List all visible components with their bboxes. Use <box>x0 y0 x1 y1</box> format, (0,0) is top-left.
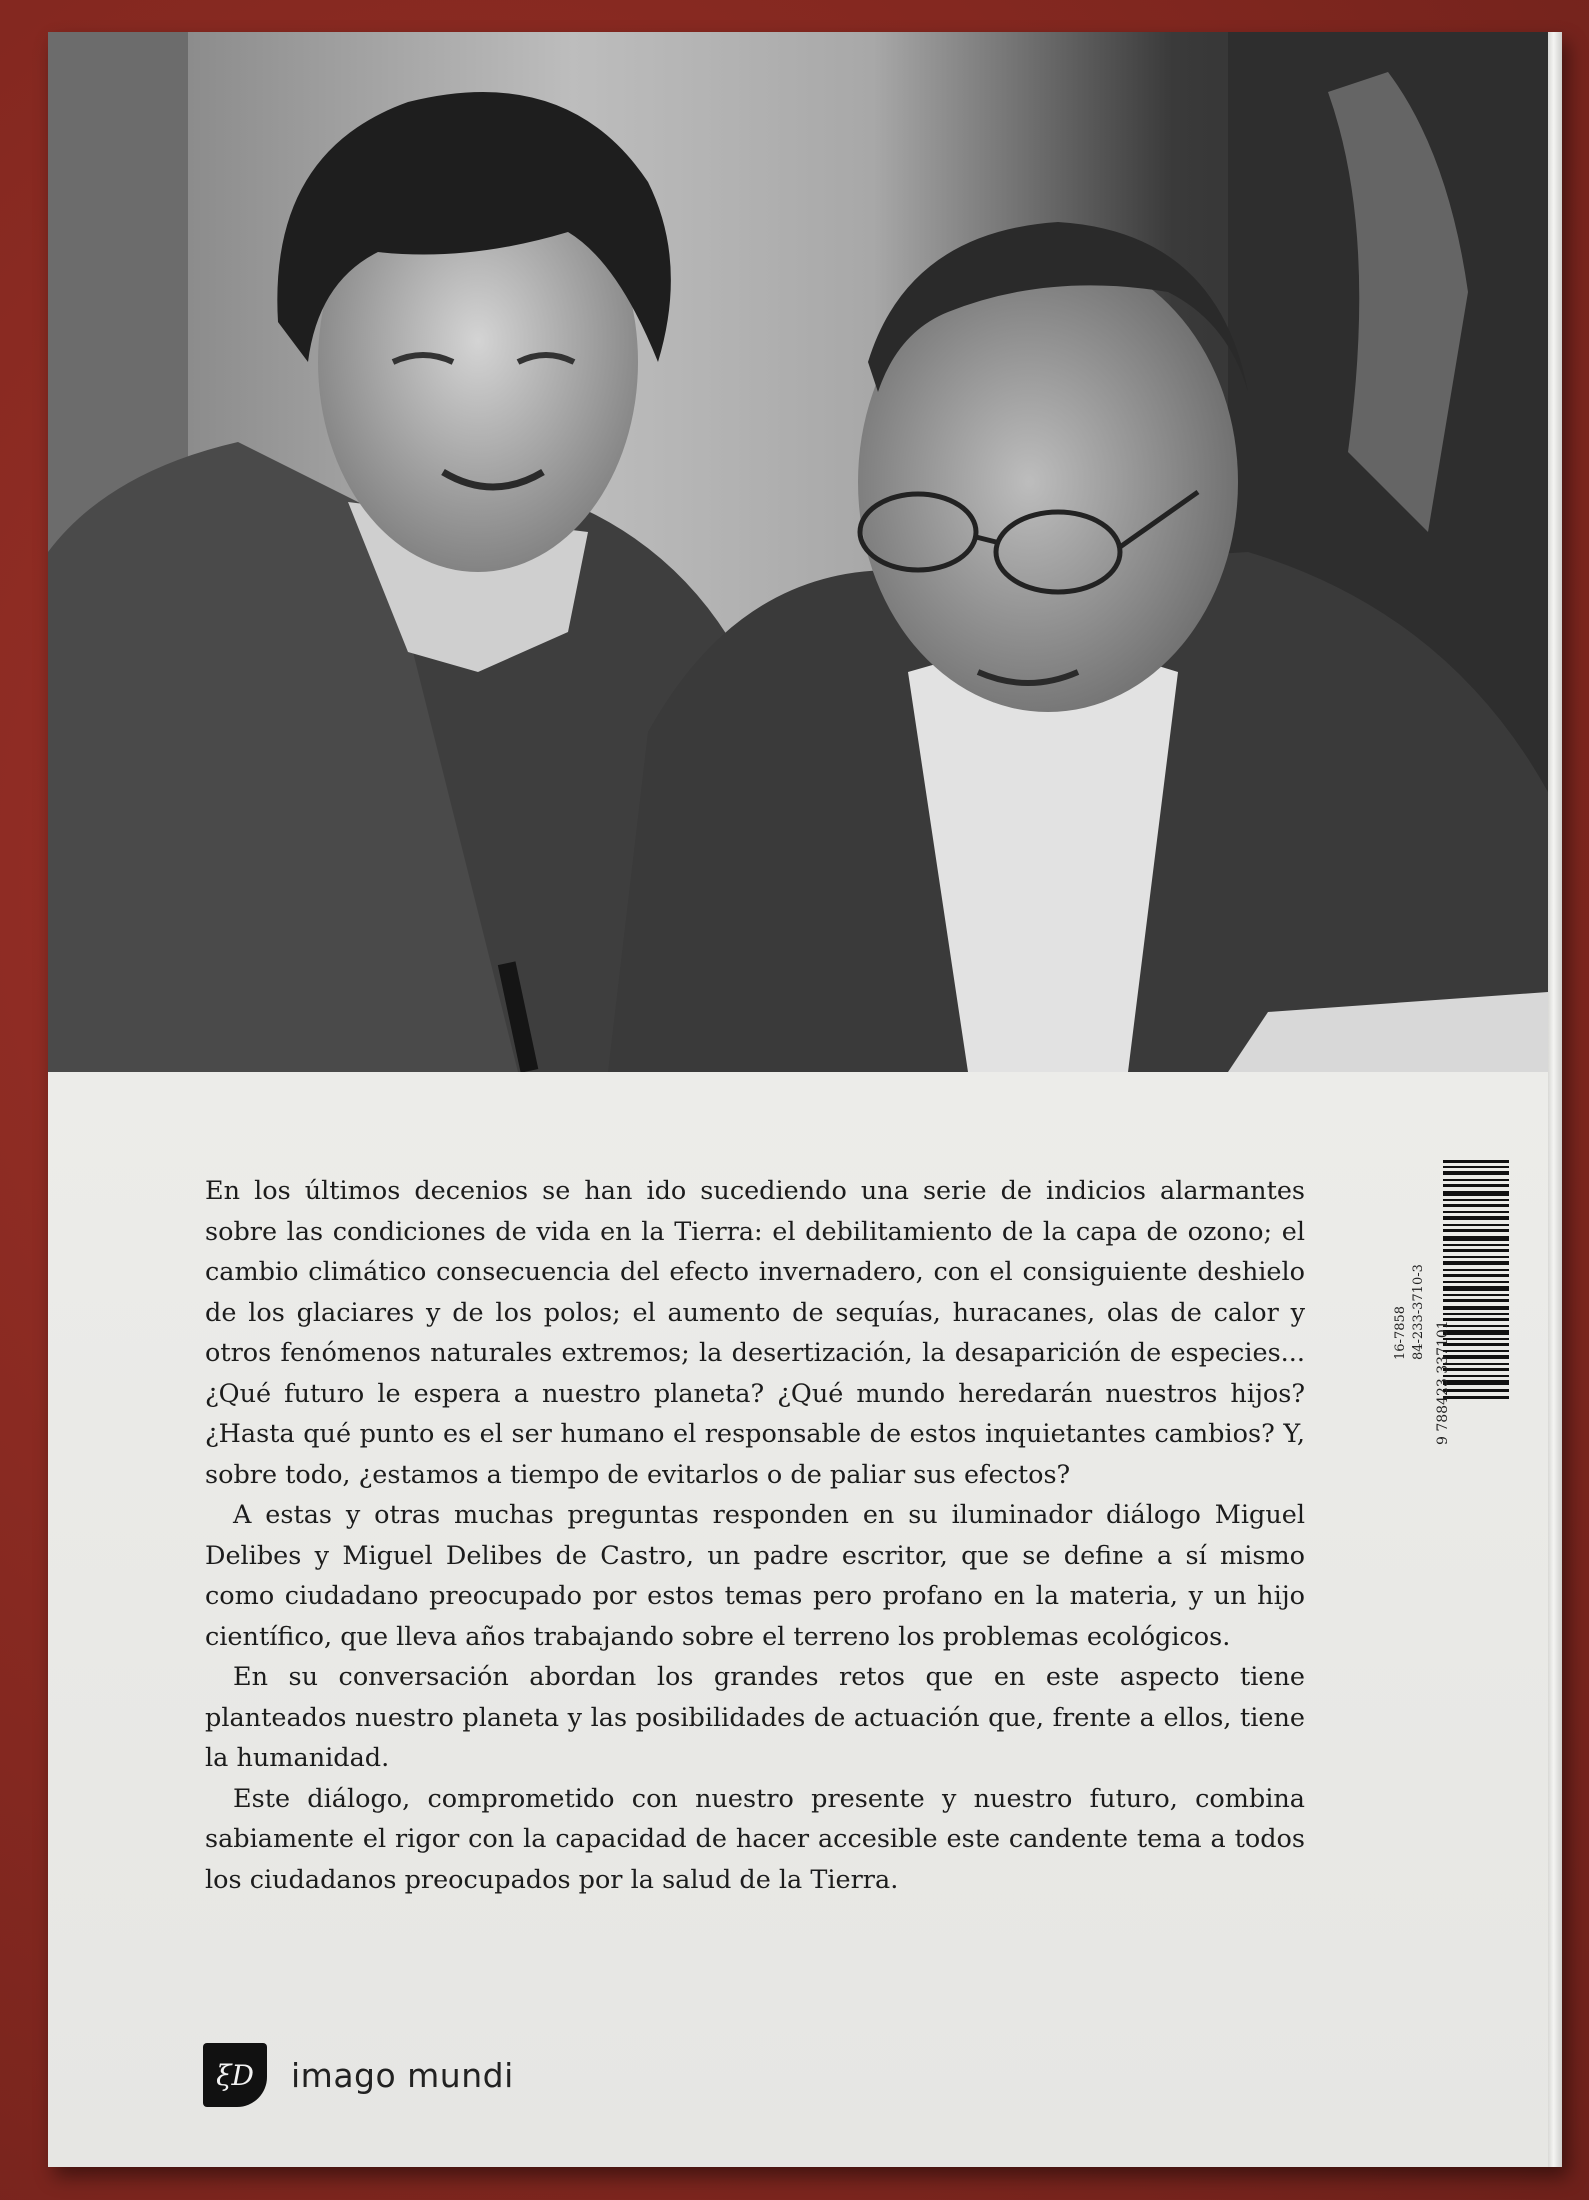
blurb-paragraph-4: Este diálogo, comprometido con nuestro presente y nuestro futuro, combina sabiamente el rigor con la capacidad de hacer accesible este candente tema a todos los ciudadanos preocupados por la salud de la Tierra. <box>205 1783 1305 1895</box>
text-panel <box>48 1072 1548 2167</box>
blurb-paragraph-1: En los últimos decenios se han ido sucediendo una serie de indicios alarmantes sobre las condiciones de vida en la Tierra: el debilitamiento de la capa de ozono; el cambio climático consecuencia del efecto invernadero, con el consiguiente deshielo de los glaciares y de los polos; el aumento de sequías, huracanes, olas de calor y otros fenómenos naturales extremos; la desertización, la desaparición de especies... ¿Qué futuro le espera a nuestro planeta? ¿Qué mundo heredarán nuestros hijos? ¿Hasta qué punto es el ser humano el responsable de estos inquietantes cambios? Y, sobre todo, ¿estamos a tiempo de evitarlos o de paliar sus efectos? <box>205 1176 1305 1490</box>
photo-illustration <box>48 32 1548 1072</box>
blurb-paragraph-2: A estas y otras muchas preguntas responden en su iluminador diálogo Miguel Delibes y Miguel Delibes de Castro, un padre escritor, que se define a sí mismo como ciudadano preocupado por estos temas pero profano en la materia, y un hijo científico, que lleva años trabajando sobre el terreno los problemas ecológicos. <box>205 1500 1305 1652</box>
cover-photo <box>48 32 1548 1072</box>
publisher-mark-icon: ξD <box>203 2043 267 2107</box>
publisher-logo <box>203 2040 514 2110</box>
barcode-icon <box>1443 1160 1509 1400</box>
book-edge <box>1548 32 1562 2167</box>
publisher-name: imago mundi <box>291 2055 514 2095</box>
barcode-area <box>1393 1160 1513 1445</box>
catalog-code: 16-7858 <box>1393 1305 1408 1360</box>
book-back-cover <box>48 32 1562 2167</box>
blurb-text <box>205 1171 1305 1900</box>
isbn-code: 84-233-3710-3 <box>1411 1264 1426 1360</box>
blurb-paragraph-3: En su conversación abordan los grandes retos que en este aspecto tiene planteados nuestro planeta y las posibilidades de actuación que, frente a ellos, tiene la humanidad. <box>205 1662 1305 1773</box>
barcode-number: 9 788423 337101 <box>1435 1320 1451 1445</box>
